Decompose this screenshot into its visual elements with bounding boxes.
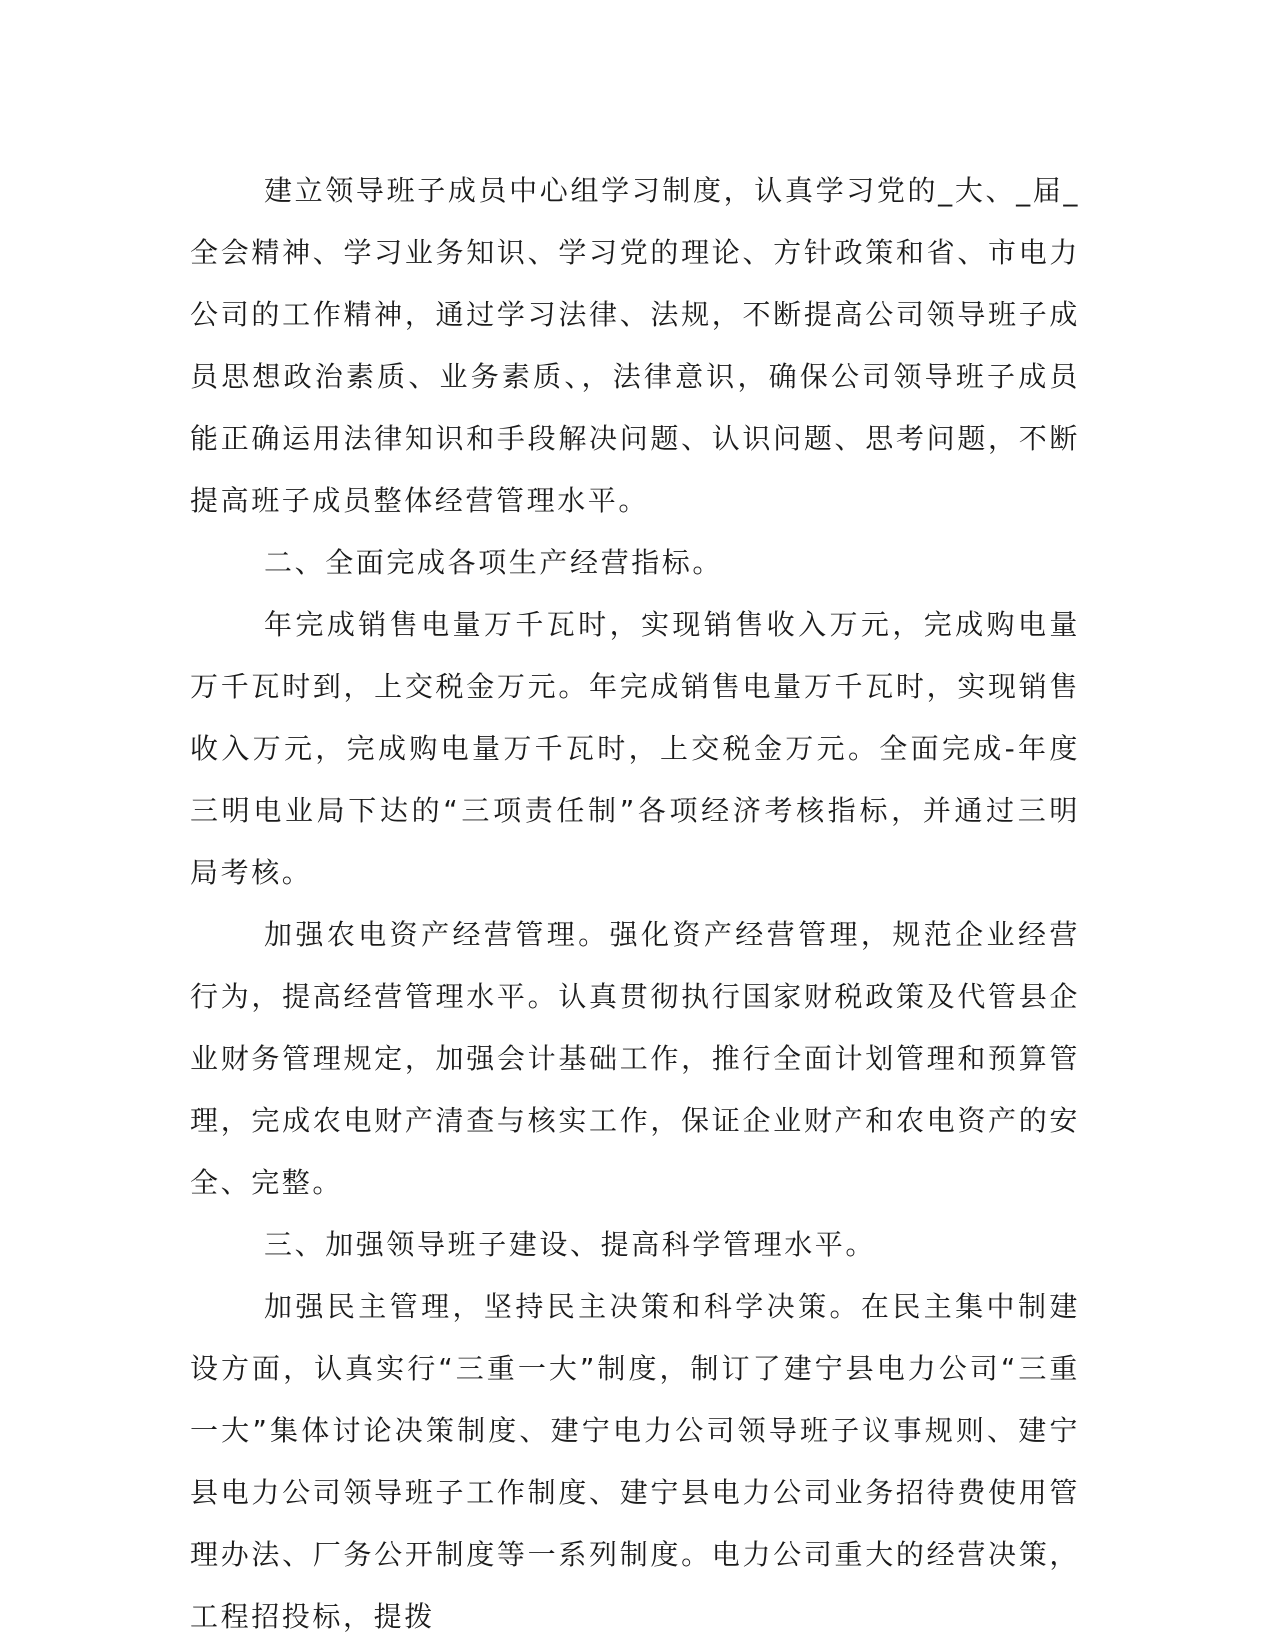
paragraph-democratic-management: 加强民主管理，坚持民主决策和科学决策。在民主集中制建设方面，认真实行“三重一大”制度，制订了建宁县电力公司“三重一大”集体讨论决策制度、建宁电力公司领导班子议事规则、建宁县电力公司领导班子工作制度、建宁县电力公司业务招待费使用管理办法、厂务公开制度等一系列制度。电力公司重大的经营决策，工程招投标，提拨 xyxy=(190,1290,1080,1633)
section-heading-leadership: 三、加强领导班子建设、提高科学管理水平。 xyxy=(264,1228,877,1261)
paragraph-study-system: 建立领导班子成员中心组学习制度，认真学习党的_大、_届_全会精神、学习业务知识、学习党的理论、方针政策和省、市电力公司的工作精神，通过学习法律、法规，不断提高公司领导班子成员思想政治素质、业务素质、，法律意识，确保公司领导班子成员能正确运用法律知识和手段解决问题、认识问题、思考问题，不断提高班子成员整体经营管理水平。 xyxy=(190,174,1080,517)
paragraph-sales-figures: 年完成销售电量万千瓦时，实现销售收入万元，完成购电量万千瓦时到，上交税金万元。年完成销售电量万千瓦时，实现销售收入万元，完成购电量万千瓦时，上交税金万元。全面完成-年度三明电业局下达的“三项责任制”各项经济考核指标，并通过三明局考核。 xyxy=(190,608,1080,889)
paragraph-asset-management: 加强农电资产经营管理。强化资产经营管理，规范企业经营行为，提高经营管理水平。认真贯彻执行国家财税政策及代管县企业财务管理规定，加强会计基础工作，推行全面计划管理和预算管理，完成农电财产清查与核实工作，保证企业财产和农电资产的安全、完整。 xyxy=(190,918,1080,1199)
section-heading-production-targets: 二、全面完成各项生产经营指标。 xyxy=(264,546,724,579)
document-body xyxy=(190,160,1080,1648)
